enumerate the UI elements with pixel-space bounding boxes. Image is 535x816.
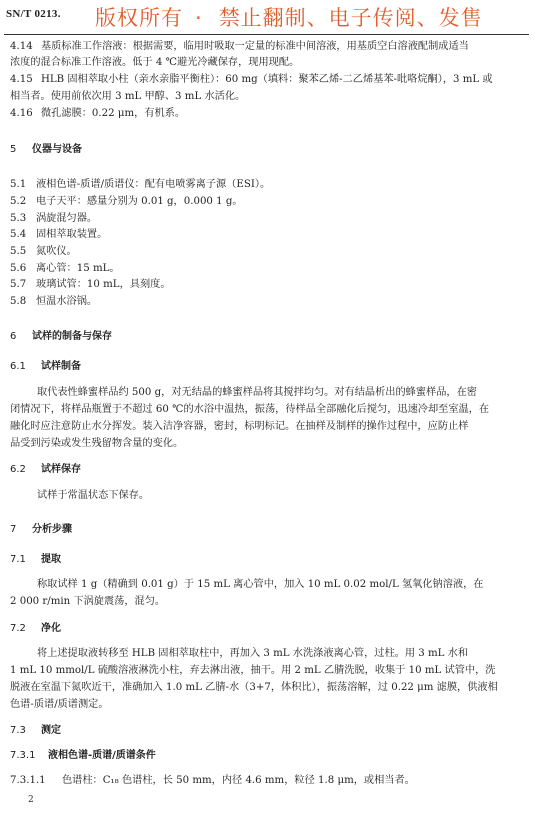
section-title: 分析步骤 <box>32 524 72 535</box>
clause-number: 5.7 <box>10 279 27 290</box>
clause-7-3-1-1 <box>10 774 415 788</box>
clause-number: 4.14 <box>10 41 33 52</box>
subsection-heading-7-3-1 <box>10 749 156 763</box>
section-number: 6 <box>10 331 17 342</box>
header-rule <box>4 34 529 35</box>
subsection-title: 净化 <box>41 623 61 634</box>
clause-text: 固相萃取装置。 <box>36 229 108 240</box>
section-heading-7 <box>10 523 72 537</box>
paragraph-line: 2 000 r/min 下涡旋震荡，混匀。 <box>10 596 166 607</box>
standard-code: SN/T 0213. <box>6 8 61 20</box>
subsection-title: 试样制备 <box>41 361 81 372</box>
section-heading-6 <box>10 330 112 344</box>
paragraph-line: 色谱-质谱/质谱测定。 <box>10 699 109 710</box>
clause-number: 5.5 <box>10 246 27 257</box>
clause-4-14 <box>10 40 469 54</box>
subsection-number: 6.2 <box>10 464 26 475</box>
clause-5-2 <box>10 195 243 209</box>
paragraph-line: 试样于常温状态下保存。 <box>37 490 150 501</box>
watermark-separator: · <box>195 6 203 30</box>
paragraph-line: 取代表性蜂蜜样品约 500 g，对无结晶的蜂蜜样品将其搅拌均匀。对有结晶析出的蜂蜜样品，在密 <box>37 387 477 398</box>
section-title: 试样的制备与保存 <box>32 331 112 342</box>
section-number: 5 <box>10 144 17 155</box>
paragraph-line: 闭情况下，将样品瓶置于不超过 60 ℃的水浴中温热，振荡，待样品全部融化后搅匀，迅速冷却至室温，在 <box>10 404 490 415</box>
subsection-title: 测定 <box>41 725 61 736</box>
subsection-heading-7-3 <box>10 724 61 738</box>
clause-text: 微孔滤膜：0.22 μm，有机系。 <box>41 108 186 119</box>
clause-5-6 <box>10 262 120 276</box>
copyright-watermark <box>95 2 483 32</box>
subsection-heading-7-1 <box>10 553 61 567</box>
page-number: 2 <box>28 795 34 805</box>
paragraph-line: 融化时应注意防止水分挥发。装入洁净容器，密封，标明标记。在抽样及制样的操作过程中，应防止样 <box>10 421 469 432</box>
subsection-title: 试样保存 <box>41 464 81 475</box>
clause-number: 4.15 <box>10 74 33 85</box>
section-number: 7 <box>10 524 17 535</box>
clause-number: 5.2 <box>10 196 27 207</box>
section-heading-5 <box>10 143 82 157</box>
clause-text: HLB 固相萃取小柱（亲水亲脂平衡柱）：60 mg（填料：聚苯乙烯-二乙烯基苯-吡咯烷酮），3 mL 或 <box>41 74 493 85</box>
subsection-number: 7.3 <box>10 725 26 736</box>
clause-5-8 <box>10 295 97 309</box>
clause-number: 5.1 <box>10 179 27 190</box>
clause-number: 5.6 <box>10 263 27 274</box>
clause-5-3 <box>10 212 97 226</box>
clause-text: 涡旋混匀器。 <box>36 213 98 224</box>
paragraph-line: 脱液在室温下氮吹近干，准确加入 1.0 mL 乙腈-水（3+7，体积比），振荡溶解，过 0.22 μm 滤膜，供液相 <box>10 682 498 693</box>
clause-text: 电子天平：感量分别为 0.01 g，0.000 1 g。 <box>36 196 243 207</box>
clause-5-5 <box>10 245 77 259</box>
subsection-number: 7.3.1 <box>10 750 36 761</box>
clause-5-4 <box>10 228 107 242</box>
subsection-heading-6-2 <box>10 463 81 477</box>
paragraph-line: 品受到污染或发生残留物含量的变化。 <box>10 438 184 449</box>
subsection-number: 6.1 <box>10 361 26 372</box>
subsection-title: 提取 <box>41 554 61 565</box>
subsection-number: 7.2 <box>10 623 26 634</box>
clause-number: 5.4 <box>10 229 27 240</box>
clause-5-7 <box>10 278 171 292</box>
clause-text: 氮吹仪。 <box>36 246 77 257</box>
paragraph-line: 1 mL 10 mmol/L 硫酸溶液淋洗小柱，弃去淋出液，抽干。用 2 mL 乙腈洗脱，收集于 10 mL 试管中，洗 <box>10 665 496 676</box>
clause-text: 液相色谱-质谱/质谱仪：配有电喷雾离子源（ESI）。 <box>36 179 271 190</box>
watermark-text-2: 禁止翻制、电子传阅、发售 <box>218 6 483 30</box>
clause-4-16 <box>10 107 185 121</box>
clause-number: 4.16 <box>10 108 33 119</box>
clause-number: 5.3 <box>10 213 27 224</box>
clause-text-line: 浓度的混合标准工作溶液。低于 4 ℃避光冷藏保存，现用现配。 <box>10 57 300 68</box>
clause-text: 恒温水浴锅。 <box>36 296 98 307</box>
clause-number: 5.8 <box>10 296 27 307</box>
subsection-heading-6-1 <box>10 360 81 374</box>
clause-text: 玻璃试管：10 mL，具刻度。 <box>36 279 171 290</box>
clause-4-15 <box>10 73 493 87</box>
paragraph-line: 将上述提取液转移至 HLB 固相萃取柱中，再加入 3 mL 水洗涤液离心管，过柱。用 3 mL 水和 <box>37 648 469 659</box>
watermark-text-1: 版权所有 <box>95 6 183 30</box>
subsection-title: 液相色谱-质谱/质谱条件 <box>48 750 156 761</box>
clause-number: 7.3.1.1 <box>10 775 46 786</box>
subsection-number: 7.1 <box>10 554 26 565</box>
clause-text: 基质标准工作溶液：根据需要，临用时吸取一定量的标准中间溶液，用基质空白溶液配制成适当 <box>41 41 469 52</box>
section-title: 仪器与设备 <box>32 144 82 155</box>
clause-5-1 <box>10 178 270 192</box>
paragraph-line: 称取试样 1 g（精确到 0.01 g）于 15 mL 离心管中，加入 10 mL 0.02 mol/L 氢氧化钠溶液，在 <box>37 579 484 590</box>
clause-text: 色谱柱：C₁₈ 色谱柱，长 50 mm，内径 4.6 mm，粒径 1.8 μm，或相当者。 <box>62 775 415 786</box>
clause-text-line: 相当者。使用前依次用 3 mL 甲醇、3 mL 水活化。 <box>10 91 246 102</box>
clause-text: 离心管：15 mL。 <box>36 263 120 274</box>
subsection-heading-7-2 <box>10 622 61 636</box>
